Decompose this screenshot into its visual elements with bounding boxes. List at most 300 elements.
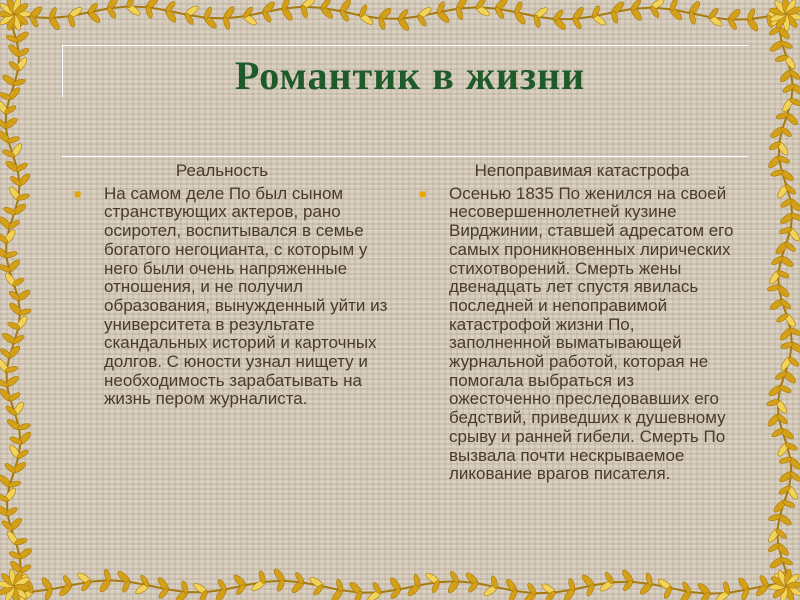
column-reality bbox=[72, 162, 392, 409]
garland-leaf bbox=[358, 12, 375, 26]
column-catastrophe bbox=[417, 162, 737, 484]
garland-leaf bbox=[9, 435, 23, 445]
garland-leaf bbox=[599, 579, 616, 593]
top-divider-line bbox=[62, 45, 748, 46]
garland-leaf bbox=[522, 590, 538, 600]
garland-leaf bbox=[552, 9, 564, 22]
garland-leaf bbox=[0, 584, 14, 597]
garland-leaf bbox=[4, 462, 17, 474]
garland-leaf bbox=[454, 0, 468, 12]
garland-leaf bbox=[494, 6, 505, 20]
garland-leaf bbox=[13, 2, 29, 16]
garland-leaf bbox=[571, 6, 585, 23]
garland-leaf bbox=[416, 14, 427, 28]
garland-leaf bbox=[769, 10, 783, 27]
garland-leaf bbox=[44, 587, 54, 600]
garland-leaf bbox=[163, 7, 177, 24]
garland-leaf bbox=[775, 283, 791, 299]
garland-leaf bbox=[76, 571, 93, 585]
garland-leaf bbox=[778, 485, 792, 496]
garland-leaf bbox=[371, 581, 382, 595]
garland-leaf bbox=[335, 578, 344, 592]
garland-leaf bbox=[779, 40, 793, 50]
garland-leaf bbox=[353, 590, 363, 600]
garland-leaf bbox=[777, 580, 789, 593]
garland-leaf bbox=[13, 30, 30, 44]
garland-leaf bbox=[513, 1, 523, 15]
garland-leaf bbox=[3, 271, 17, 288]
garland-leaf bbox=[568, 578, 577, 592]
garland-leaf bbox=[788, 327, 800, 337]
garland-leaf bbox=[775, 25, 791, 41]
garland-leaf bbox=[787, 226, 800, 243]
garland-leaf bbox=[358, 4, 368, 18]
garland-leaf bbox=[7, 219, 21, 230]
garland-leaf bbox=[250, 578, 267, 592]
garland-leaf bbox=[47, 15, 61, 32]
garland-leaf bbox=[294, 571, 305, 585]
garland-leaf bbox=[8, 301, 24, 317]
bullet-text-catastrophe: Осенью 1835 По женился на своей несовершеннолетней кузине Вирджинии, ставшей адресатом его самых проникновенных лирических стихотворений. Смерть жены двенадцать лет спустя явилась последней и непоправимой катастрофой жизни По, заполненной выматывающей журнальной работой, которая не помогала выбраться из ожесточенно преследовавших его бедствий, приведших к душевному срыву и ранней гибели. Смерть По вызвала почти нескрываемое ликование врагов писателя. bbox=[449, 183, 734, 484]
garland-leaf bbox=[435, 9, 451, 25]
garland-leaf bbox=[348, 580, 364, 596]
garland-leaf bbox=[12, 78, 26, 87]
garland-leaf bbox=[782, 0, 789, 13]
square-bullet-icon: ■ bbox=[419, 186, 427, 201]
garland-leaf bbox=[390, 587, 402, 600]
garland-leaf bbox=[784, 586, 796, 600]
garland-vine bbox=[12, 6, 788, 19]
garland-leaf bbox=[758, 574, 769, 588]
garland-leaf bbox=[280, 5, 294, 22]
garland-leaf bbox=[3, 206, 17, 216]
garland-leaf bbox=[0, 129, 12, 145]
garland-leaf bbox=[779, 211, 796, 225]
garland-leaf bbox=[0, 91, 12, 101]
garland-vine bbox=[777, 14, 792, 588]
garland-leaf bbox=[785, 572, 800, 587]
garland-leaf bbox=[184, 12, 195, 26]
garland-leaf bbox=[58, 582, 74, 598]
garland-leaf bbox=[87, 2, 99, 15]
garland-leaf bbox=[776, 154, 790, 164]
garland-leaf bbox=[775, 312, 789, 323]
garland-leaf bbox=[649, 5, 660, 19]
garland-leaf bbox=[770, 575, 787, 588]
garland-leaf bbox=[192, 581, 209, 595]
garland-leaf bbox=[241, 12, 258, 26]
garland-leaf bbox=[787, 355, 800, 367]
garland-leaf bbox=[779, 355, 793, 372]
garland-leaf bbox=[679, 588, 693, 600]
garland-leaf bbox=[696, 582, 712, 598]
garland-leaf bbox=[727, 17, 738, 31]
garland-leaf bbox=[272, 567, 286, 584]
garland-leaf bbox=[3, 374, 20, 388]
garland-leaf bbox=[768, 140, 782, 151]
garland-leaf bbox=[3, 228, 17, 245]
garland-leaf bbox=[40, 576, 54, 593]
garland-leaf bbox=[16, 547, 33, 561]
garland-leaf bbox=[775, 140, 789, 157]
garland-leaf bbox=[330, 587, 344, 600]
garland-leaf bbox=[13, 585, 29, 600]
garland-leaf bbox=[8, 550, 22, 560]
garland-leaf bbox=[513, 9, 527, 26]
garland-leaf bbox=[258, 570, 267, 584]
garland-leaf bbox=[6, 344, 22, 360]
garland-leaf bbox=[771, 427, 785, 438]
garland-leaf bbox=[98, 577, 112, 594]
garland-leaf bbox=[668, 6, 684, 22]
garland-leaf bbox=[9, 3, 21, 16]
garland-leaf bbox=[183, 4, 200, 18]
garland-leaf bbox=[116, 569, 132, 585]
garland-vine bbox=[6, 12, 21, 586]
garland-leaf bbox=[8, 577, 21, 589]
garland-leaf bbox=[145, 5, 154, 19]
garland-leaf bbox=[8, 60, 21, 72]
garland-leaf bbox=[16, 193, 30, 202]
garland-leaf bbox=[767, 527, 781, 544]
garland-leaf bbox=[544, 590, 556, 600]
garland-leaf bbox=[591, 5, 601, 19]
garland-leaf bbox=[0, 473, 13, 489]
garland-leaf bbox=[12, 334, 26, 345]
garland-leaf bbox=[766, 412, 782, 428]
garland-leaf bbox=[778, 384, 792, 394]
garland-leaf bbox=[649, 0, 666, 11]
garland-leaf bbox=[774, 370, 788, 381]
garland-leaf bbox=[630, 0, 642, 12]
garland-leaf bbox=[139, 574, 150, 588]
garland-leaf bbox=[6, 258, 22, 274]
garland-leaf bbox=[0, 232, 9, 244]
garland-leaf bbox=[198, 590, 208, 600]
garland-leaf bbox=[681, 581, 692, 595]
slide-title: Романтик в жизни bbox=[234, 53, 586, 98]
garland-leaf bbox=[12, 569, 25, 586]
garland-leaf bbox=[300, 0, 317, 11]
garland-leaf bbox=[788, 68, 800, 80]
garland-leaf bbox=[783, 570, 797, 587]
garland-leaf bbox=[319, 4, 335, 20]
garland-leaf bbox=[0, 347, 12, 359]
garland-leaf bbox=[707, 13, 724, 27]
garland-leaf bbox=[464, 571, 480, 587]
garland-leaf bbox=[778, 469, 795, 483]
garland-leaf bbox=[67, 14, 76, 28]
garland-leaf bbox=[604, 571, 615, 585]
garland-leaf bbox=[6, 0, 17, 14]
garland-leaf bbox=[789, 97, 800, 107]
garland-leaf bbox=[300, 5, 309, 19]
garland-leaf bbox=[15, 314, 29, 331]
garland-leaf bbox=[474, 3, 491, 17]
garland-leaf bbox=[776, 569, 788, 586]
garland-leaf bbox=[707, 7, 719, 20]
garland-leaf bbox=[0, 2, 15, 16]
square-bullet-icon: ■ bbox=[74, 186, 82, 201]
garland-vine bbox=[12, 580, 786, 594]
garland-leaf bbox=[1, 73, 18, 87]
garland-leaf bbox=[3, 104, 17, 115]
garland-leaf bbox=[782, 369, 798, 385]
garland-leaf bbox=[771, 584, 787, 599]
garland-leaf bbox=[783, 241, 796, 253]
garland-leaf bbox=[768, 513, 782, 522]
garland-leaf bbox=[396, 15, 410, 32]
garland-leaf bbox=[3, 487, 17, 504]
garland-leaf bbox=[526, 582, 537, 596]
garland-leaf bbox=[17, 422, 31, 431]
garland-leaf bbox=[4, 159, 21, 173]
garland-leaf bbox=[48, 6, 58, 20]
garland-leaf bbox=[784, 0, 798, 15]
garland-leaf bbox=[4, 365, 18, 374]
garland-leaf bbox=[540, 582, 557, 596]
garland-leaf bbox=[562, 586, 576, 600]
garland-leaf bbox=[774, 398, 788, 415]
garland-leaf bbox=[745, 16, 759, 33]
garland-leaf bbox=[144, 0, 160, 11]
garland-leaf bbox=[11, 202, 28, 216]
garland-leaf bbox=[776, 269, 790, 279]
garland-leaf bbox=[338, 0, 352, 15]
garland-leaf bbox=[770, 255, 784, 266]
garland-leaf bbox=[699, 591, 711, 600]
garland-leaf bbox=[0, 263, 12, 273]
column-heading-reality: Реальность bbox=[175, 161, 269, 180]
garland-leaf bbox=[1, 331, 18, 345]
garland-leaf bbox=[786, 11, 800, 21]
garland-leaf bbox=[0, 245, 10, 259]
garland-leaf bbox=[9, 142, 23, 159]
garland-leaf bbox=[746, 8, 756, 22]
garland-leaf bbox=[232, 573, 248, 589]
garland-leaf bbox=[780, 586, 789, 600]
garland-leaf bbox=[784, 442, 798, 452]
garland-leaf bbox=[715, 589, 732, 600]
garland-leaf bbox=[663, 586, 673, 600]
garland-leaf bbox=[726, 8, 742, 24]
garland-leaf bbox=[125, 3, 142, 17]
garland-leaf bbox=[7, 516, 23, 532]
garland-leaf bbox=[0, 11, 13, 17]
garland-leaf bbox=[784, 183, 797, 195]
garland-leaf bbox=[790, 212, 800, 222]
garland-leaf bbox=[0, 580, 13, 588]
garland-leaf bbox=[773, 0, 788, 15]
garland-leaf bbox=[775, 571, 789, 580]
garland-leaf bbox=[0, 387, 14, 403]
garland-leaf bbox=[156, 576, 170, 593]
garland-leaf bbox=[8, 391, 22, 402]
garland-leaf bbox=[621, 568, 635, 585]
garland-leaf bbox=[436, 1, 446, 15]
garland-leaf bbox=[638, 580, 654, 596]
garland-leaf bbox=[134, 581, 151, 595]
garland-leaf bbox=[217, 578, 228, 592]
garland-leaf bbox=[222, 5, 236, 22]
garland-leaf bbox=[769, 556, 786, 570]
title-divider-line bbox=[62, 156, 748, 157]
garland-leaf bbox=[493, 0, 509, 12]
garland-leaf bbox=[16, 172, 32, 188]
garland-leaf bbox=[776, 512, 793, 526]
garland-leaf bbox=[281, 0, 291, 11]
garland-leaf bbox=[11, 276, 25, 287]
garland-leaf bbox=[787, 197, 800, 213]
garland-leaf bbox=[26, 580, 35, 594]
garland-leaf bbox=[235, 583, 247, 596]
garland-leaf bbox=[781, 97, 795, 114]
garland-leaf bbox=[769, 7, 786, 17]
garland-leaf bbox=[261, 10, 272, 24]
garland-leaf bbox=[0, 215, 13, 231]
garland-leaf bbox=[16, 47, 30, 58]
garland-leaf bbox=[6, 418, 23, 432]
garland-leaf bbox=[377, 6, 393, 22]
garland-leaf bbox=[5, 404, 18, 416]
garland-leaf bbox=[157, 587, 169, 600]
garland-leaf bbox=[688, 11, 697, 25]
garland-leaf bbox=[0, 572, 15, 588]
garland-leaf bbox=[28, 5, 44, 21]
garland-leaf bbox=[784, 13, 799, 29]
garland-leaf bbox=[339, 9, 350, 23]
garland-leaf bbox=[776, 183, 790, 200]
garland-leaf bbox=[449, 570, 460, 584]
garland-leaf bbox=[80, 579, 92, 592]
garland-leaf bbox=[467, 580, 479, 593]
garland-leaf bbox=[18, 308, 32, 317]
garland-leaf bbox=[180, 580, 189, 594]
garland-leaf bbox=[780, 556, 794, 566]
garland-leaf bbox=[776, 441, 790, 458]
garland-leaf bbox=[308, 575, 325, 589]
garland-leaf bbox=[446, 578, 460, 595]
garland-leaf bbox=[0, 12, 15, 26]
garland-leaf bbox=[15, 573, 29, 590]
garland-leaf bbox=[0, 378, 9, 388]
garland-leaf bbox=[8, 185, 22, 202]
garland-leaf bbox=[657, 577, 674, 591]
garland-leaf bbox=[11, 587, 19, 600]
garland-leaf bbox=[767, 284, 781, 293]
garland-leaf bbox=[11, 400, 25, 417]
garland-leaf bbox=[591, 13, 608, 27]
garland-leaf bbox=[5, 34, 19, 44]
garland-leaf bbox=[106, 6, 117, 20]
garland-leaf bbox=[774, 528, 787, 540]
garland-leaf bbox=[222, 16, 231, 30]
garland-leaf bbox=[67, 5, 84, 19]
garland-leaf bbox=[4, 586, 17, 600]
garland-leaf bbox=[0, 493, 9, 503]
garland-leaf bbox=[424, 571, 441, 585]
garland-leaf bbox=[214, 586, 228, 600]
garland-leaf bbox=[769, 297, 786, 311]
garland-leaf bbox=[788, 470, 800, 482]
garland-leaf bbox=[125, 0, 135, 9]
garland-leaf bbox=[15, 162, 29, 173]
garland-leaf bbox=[768, 25, 782, 36]
garland-leaf bbox=[778, 326, 794, 342]
garland-leaf bbox=[754, 582, 770, 598]
left-divider-line bbox=[62, 45, 63, 97]
garland-leaf bbox=[610, 0, 626, 16]
garland-leaf bbox=[482, 583, 499, 597]
garland-leaf bbox=[772, 498, 788, 514]
garland-leaf bbox=[737, 576, 751, 593]
garland-leaf bbox=[6, 86, 22, 102]
garland-leaf bbox=[785, 584, 800, 597]
garland-leaf bbox=[0, 357, 10, 374]
garland-leaf bbox=[780, 126, 793, 138]
garland-leaf bbox=[14, 537, 28, 546]
garland-leaf bbox=[768, 269, 782, 286]
garland-leaf bbox=[775, 541, 791, 557]
garland-leaf bbox=[105, 0, 119, 12]
garland-leaf bbox=[17, 430, 33, 446]
garland-leaf bbox=[722, 581, 731, 595]
garland-leaf bbox=[778, 254, 795, 268]
garland-leaf bbox=[2, 148, 16, 158]
garland-leaf bbox=[4, 250, 18, 259]
garland-leaf bbox=[1, 519, 14, 531]
garland-leaf bbox=[13, 12, 29, 26]
garland-leaf bbox=[622, 579, 634, 592]
garland-leaf bbox=[413, 574, 422, 588]
garland-leaf bbox=[774, 13, 788, 30]
garland-leaf bbox=[18, 588, 35, 600]
garland-leaf bbox=[261, 0, 277, 16]
garland-leaf bbox=[785, 484, 799, 501]
garland-leaf bbox=[378, 16, 387, 30]
garland-leaf bbox=[787, 455, 800, 471]
garland-leaf bbox=[8, 444, 22, 461]
garland-leaf bbox=[397, 8, 409, 21]
garland-leaf bbox=[174, 588, 190, 600]
garland-leaf bbox=[0, 99, 10, 116]
garland-leaf bbox=[290, 579, 306, 595]
garland-leaf bbox=[164, 0, 176, 13]
garland-leaf bbox=[780, 341, 794, 350]
garland-leaf bbox=[532, 6, 549, 20]
garland-leaf bbox=[779, 68, 795, 84]
garland-leaf bbox=[552, 15, 568, 31]
garland-leaf bbox=[782, 83, 796, 94]
garland-leaf bbox=[773, 572, 790, 586]
garland-leaf bbox=[784, 111, 800, 127]
garland-leaf bbox=[312, 583, 324, 596]
garland-leaf bbox=[789, 82, 800, 96]
garland-leaf bbox=[580, 573, 596, 589]
garland-leaf bbox=[62, 574, 73, 588]
garland-leaf bbox=[783, 54, 797, 71]
garland-leaf bbox=[775, 54, 789, 63]
garland-leaf bbox=[767, 154, 783, 170]
garland-leaf bbox=[778, 168, 795, 182]
garland-leaf bbox=[86, 9, 102, 25]
garland-leaf bbox=[610, 10, 619, 24]
garland-leaf bbox=[11, 14, 22, 31]
garland-leaf bbox=[2, 116, 19, 130]
garland-leaf bbox=[585, 583, 595, 597]
garland-leaf bbox=[769, 12, 786, 23]
garland-leaf bbox=[242, 6, 254, 19]
